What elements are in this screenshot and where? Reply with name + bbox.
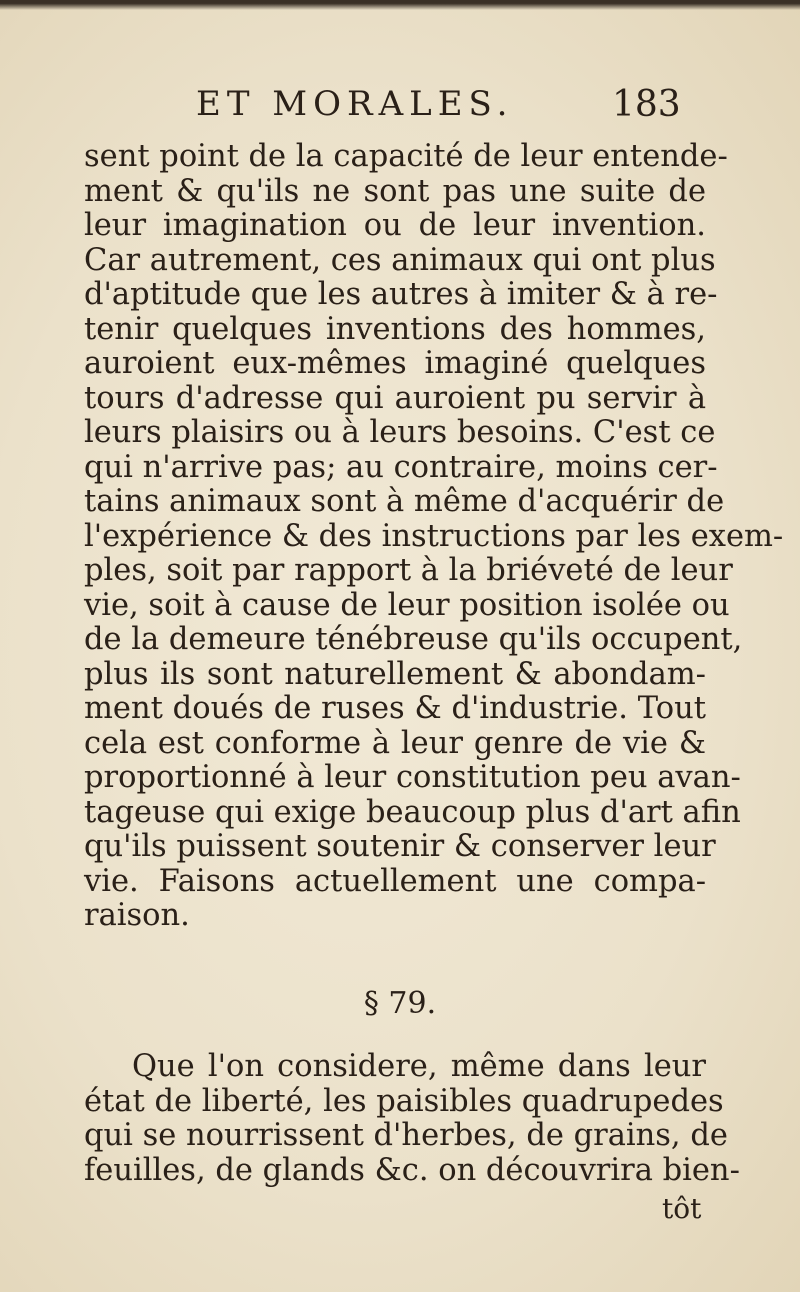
text-line: ment doués de ruses & d'industrie. Tout [84, 691, 706, 726]
text-line: plus ils sont naturellement & abondam- [84, 656, 706, 692]
text-line: feuilles, de glands &c. on découvrira bien- [84, 1152, 740, 1188]
text-line: tenir quelques inventions des hommes, [84, 311, 706, 347]
text-line: cela est conforme à leur genre de vie & [84, 725, 706, 761]
text-line: qui se nourrissent d'herbes, de grains, de [84, 1118, 728, 1153]
page-number: 183 [612, 84, 681, 125]
text-line: vie. Faisons actuellement une compa- [84, 863, 706, 899]
text-line: d'aptitude que les autres à imiter & à re- [84, 277, 718, 312]
text-line: qui n'arrive pas; au contraire, moins cer- [84, 449, 718, 485]
text-line: Car autrement, ces animaux qui ont plus [84, 242, 716, 278]
text-line-content: Que l'on considere, même dans leur [132, 1049, 706, 1084]
text-line: tains animaux sont à même d'acquérir de [84, 484, 725, 519]
text-line: ples, soit par rapport à la briéveté de leur [84, 553, 733, 588]
text-line: l'expérience & des instructions par les exem- [84, 518, 784, 554]
text-line: ment & qu'ils ne sont pas une suite de [84, 173, 706, 209]
text-line: leurs plaisirs ou à leurs besoins. C'est ce [84, 415, 716, 450]
catchword: tôt [662, 1192, 702, 1225]
text-line: qu'ils puissent soutenir & conserver leur [84, 829, 716, 864]
paragraph-1 [84, 139, 784, 934]
text-line: de la demeure ténébreuse qu'ils occupent, [84, 622, 743, 657]
page-top-edge [0, 0, 800, 10]
section-heading: § 79. [363, 986, 437, 1021]
text-line: sent point de la capacité de leur entende- [84, 139, 728, 174]
text-line: tours d'adresse qui auroient pu servir à [84, 380, 706, 416]
text-line: proportionné à leur constitution peu avan- [84, 760, 741, 795]
text-line: auroient eux-mêmes imaginé quelques [84, 346, 706, 381]
text-line: vie, soit à cause de leur position isolée ou [84, 587, 730, 623]
text-line: leur imagination ou de leur invention. [84, 208, 706, 243]
paragraph-2 [84, 1049, 740, 1188]
text-line: état de liberté, les paisibles quadrupedes [84, 1083, 724, 1119]
text-line: tageuse qui exige beaucoup plus d'art afin [84, 794, 741, 830]
text-line: raison. [84, 898, 190, 933]
page-header [0, 84, 800, 134]
running-head: ET MORALES. [196, 84, 514, 124]
text-line-indented [84, 1050, 706, 1085]
